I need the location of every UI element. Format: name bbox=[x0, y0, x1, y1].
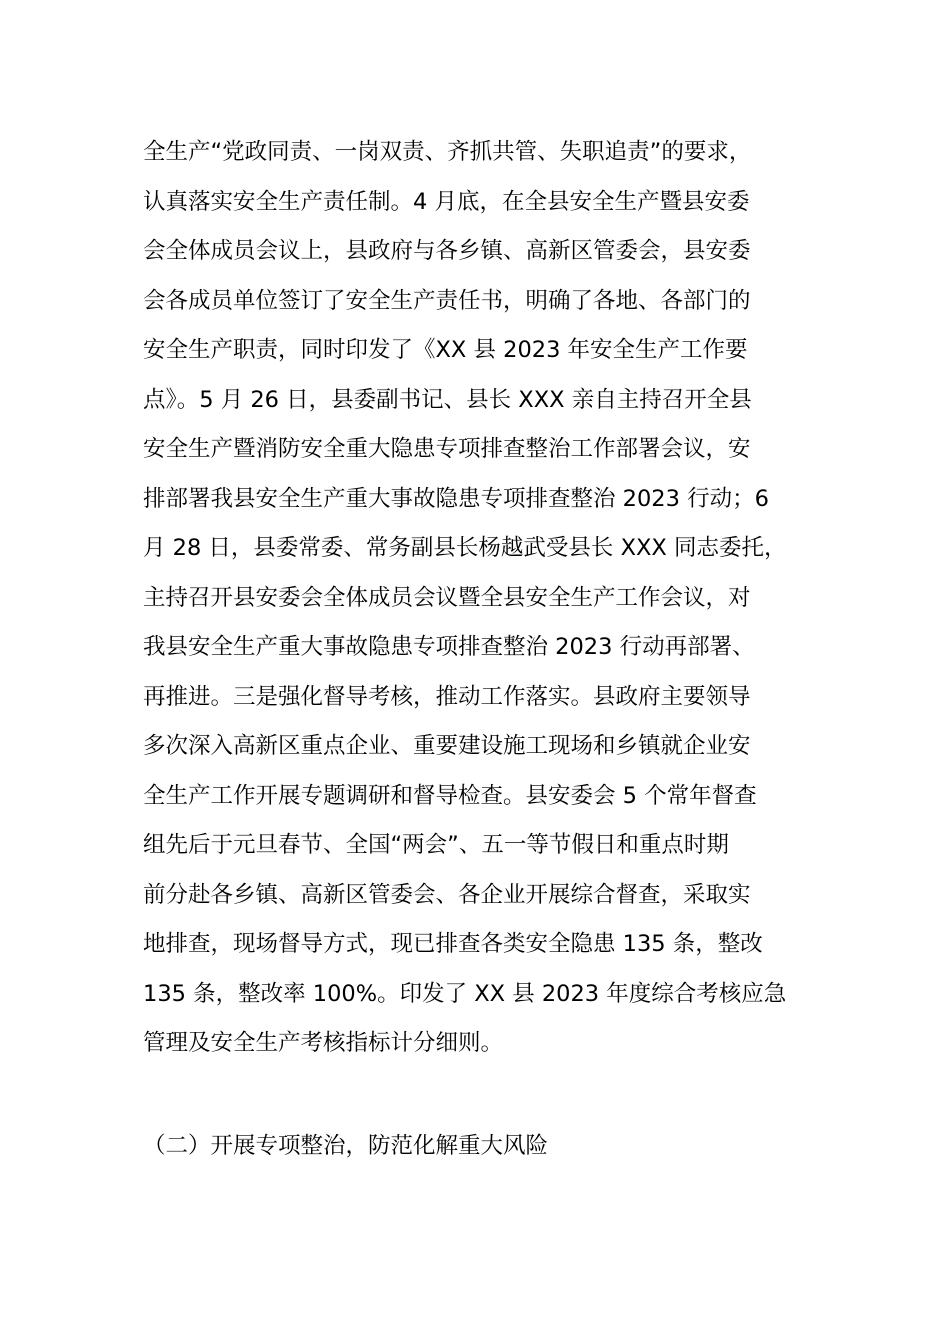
body-paragraph bbox=[143, 128, 823, 1069]
paragraph-line: 135 条，整改率 100%。印发了 XX 县 2023 年度综合考核应急 bbox=[143, 980, 787, 1007]
paragraph-line: 再推进。三是强化督导考核，推动工作落实。县政府主要领导 bbox=[143, 683, 751, 710]
paragraph-line: 安全生产暨消防安全重大隐患专项排查整治工作部署会议，安 bbox=[143, 436, 751, 462]
paragraph-line: 会各成员单位签订了安全生产责任书，明确了各地、各部门的 bbox=[143, 287, 751, 314]
paragraph-line: 多次深入高新区重点企业、重要建设施工现场和乡镇就企业安 bbox=[143, 733, 751, 759]
paragraph-line: 安全生产职责，同时印发了《XX 县 2023 年安全生产工作要 bbox=[143, 337, 748, 363]
paragraph-line: 前分赴各乡镇、高新区管委会、各企业开展综合督查，采取实 bbox=[143, 881, 751, 908]
paragraph-line: 月 28 日，县委常委、常务副县长杨越武受县长 XXX 同志委托， bbox=[143, 535, 787, 561]
paragraph-line: 认真落实安全生产责任制。4 月底，在全县安全生产暨县安委 bbox=[143, 188, 750, 215]
paragraph-line: 组先后于元旦春节、全国“两会”、五一等节假日和重点时期 bbox=[143, 832, 729, 858]
paragraph-line: 我县安全生产重大事故隐患专项排查整治 2023 行动再部署、 bbox=[143, 634, 755, 660]
section-heading: （二）开展专项整治，防范化解重大风险 bbox=[143, 1133, 549, 1159]
paragraph-line: 全生产工作开展专题调研和督导检查。县安委会 5 个常年督查 bbox=[143, 782, 757, 809]
paragraph-line: 主持召开县安委会全体成员会议暨全县安全生产工作会议，对 bbox=[143, 584, 751, 611]
paragraph-line: 会全体成员会议上，县政府与各乡镇、高新区管委会，县安委 bbox=[143, 238, 751, 264]
paragraph-line: 点》。5 月 26 日，县委副书记、县长 XXX 亲自主持召开全县 bbox=[143, 386, 752, 413]
paragraph-line: 排部署我县安全生产重大事故隐患专项排查整治 2023 行动；6 bbox=[143, 485, 769, 512]
paragraph-line: 地排查，现场督导方式，现已排查各类安全隐患 135 条，整改 bbox=[143, 931, 763, 957]
paragraph-line: 管理及安全生产考核指标计分细则。 bbox=[143, 1030, 504, 1056]
paragraph-line: 全生产“党政同责、一岗双责、齐抓共管、失职追责”的要求， bbox=[143, 139, 752, 165]
